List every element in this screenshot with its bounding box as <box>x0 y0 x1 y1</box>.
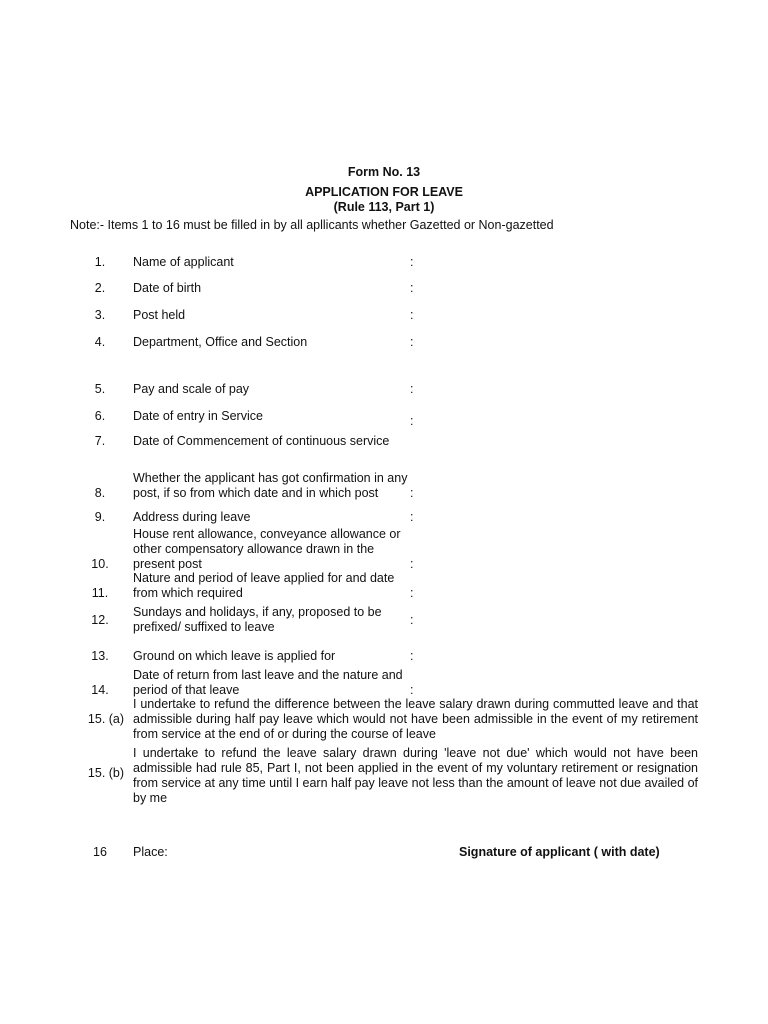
undertaking-leave-not-due: I undertake to refund the leave salary drawn during 'leave not due' which would not have been admissible had rule 85, Part I, not been applied in the event of my voluntary retirement or resignation from service at any time until I earn half pay leave not less than the amount of leave not due availed of by me <box>133 746 698 805</box>
item-label-holidays: Sundays and holidays, if any, proposed to be prefixed/ suffixed to leave <box>133 605 382 634</box>
form-rule: (Rule 113, Part 1) <box>333 200 435 214</box>
item-number: 9. <box>94 510 106 524</box>
item-colon: : <box>410 414 414 428</box>
item-colon: : <box>410 335 414 349</box>
item-number: 4. <box>94 335 106 349</box>
item-number: 13. <box>91 649 109 663</box>
item-number: 8. <box>94 486 106 500</box>
item-label-last-leave: Date of return from last leave and the nature and period of that leave <box>133 668 403 697</box>
item-colon: : <box>410 382 414 396</box>
item-number: 10. <box>91 557 109 571</box>
item-label-pay-scale: Pay and scale of pay <box>133 382 250 396</box>
form-note: Note:- Items 1 to 16 must be filled in by all apllicants whether Gazetted or Non-gazetted <box>70 218 554 232</box>
item-number: 5. <box>94 382 106 396</box>
item-label-nature-of-leave: Nature and period of leave applied for and date from which required <box>133 571 395 600</box>
undertaking-commuted-leave: I undertake to refund the difference between the leave salary drawn during commutted leave and that admissible during half pay leave which would not have been admissible in the event of my retirement from service at the end of or during the course of leave <box>133 697 698 741</box>
item-number: 14. <box>91 683 109 697</box>
signature-label: Signature of applicant ( with date) <box>459 845 660 859</box>
item-colon: : <box>410 510 414 524</box>
item-number: 1. <box>94 255 106 269</box>
item-label-address-during-leave: Address during leave <box>133 510 251 524</box>
item-label-ground: Ground on which leave is applied for <box>133 649 336 663</box>
item-colon: : <box>410 649 414 663</box>
item-colon: : <box>410 613 414 627</box>
item-colon: : <box>410 683 414 697</box>
item-label-name-of-applicant: Name of applicant <box>133 255 234 269</box>
item-label-confirmation: Whether the applicant has got confirmation in any post, if so from which date and in which post <box>133 471 408 500</box>
item-number: 15. (b) <box>87 766 125 780</box>
item-label-post-held: Post held <box>133 308 186 322</box>
item-colon: : <box>410 557 414 571</box>
item-label-date-of-birth: Date of birth <box>133 281 202 295</box>
item-number: 11. <box>91 586 109 600</box>
item-number: 16 <box>93 845 107 859</box>
item-label-department: Department, Office and Section <box>133 335 308 349</box>
item-label-continuous-service: Date of Commencement of continuous service <box>133 434 390 448</box>
item-colon: : <box>410 486 414 500</box>
item-number: 6. <box>94 409 106 423</box>
item-colon: : <box>410 586 414 600</box>
form-number: Form No. 13 <box>347 165 421 179</box>
item-number: 3. <box>94 308 106 322</box>
item-number: 2. <box>94 281 106 295</box>
item-number: 12. <box>91 613 109 627</box>
item-colon: : <box>410 255 414 269</box>
place-label: Place: <box>133 845 168 859</box>
form-title: APPLICATION FOR LEAVE <box>305 185 463 199</box>
item-colon: : <box>410 281 414 295</box>
item-number: 7. <box>94 434 106 448</box>
item-label-allowances: House rent allowance, conveyance allowance or other compensatory allowance drawn in the present post <box>133 527 401 571</box>
item-number: 15. (a) <box>87 712 125 726</box>
item-colon: : <box>410 308 414 322</box>
item-label-date-of-entry: Date of entry in Service <box>133 409 263 423</box>
